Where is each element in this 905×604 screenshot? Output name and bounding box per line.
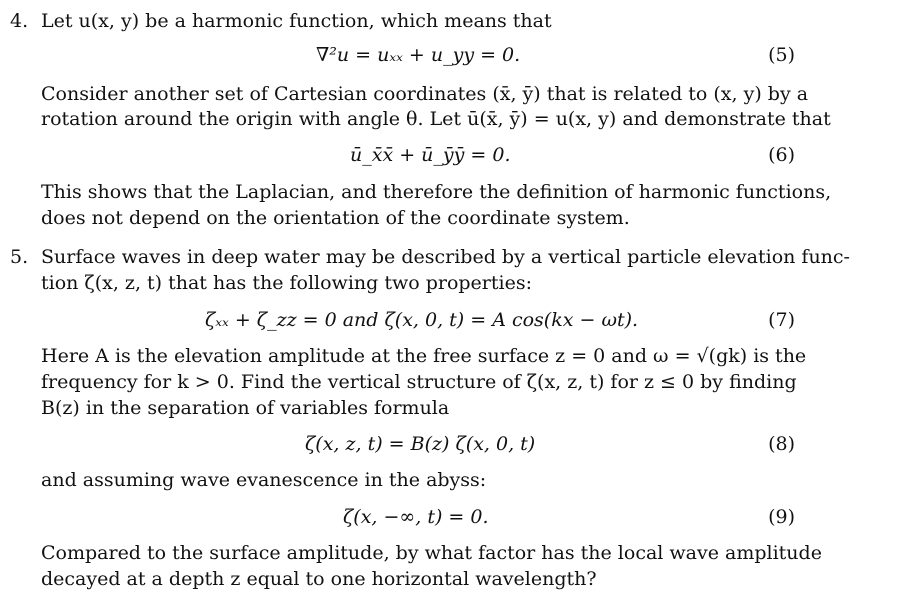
equation-5-label: (5) bbox=[768, 44, 795, 66]
equation-9-label: (9) bbox=[768, 506, 795, 528]
equation-6-label: (6) bbox=[768, 144, 795, 166]
problem-4-paragraph-2-line-2: does not depend on the orientation of the coordinate system. bbox=[41, 207, 630, 229]
problem-4-paragraph-2-line-1: This shows that the Laplacian, and therefore the definition of harmonic functions, bbox=[41, 181, 832, 203]
equation-9: ζ(x, −∞, t) = 0. bbox=[343, 506, 489, 528]
problem-4-paragraph-1-line-2: rotation around the origin with angle θ. Let ū(x̄, ȳ) = u(x, y) and demonstrate that bbox=[41, 108, 831, 130]
problem-5-paragraph-1-line-2: frequency for k > 0. Find the vertical structure of ζ(x, z, t) for z ≤ 0 by finding bbox=[41, 371, 797, 393]
equation-7-label: (7) bbox=[768, 309, 795, 331]
problem-5-paragraph-2: and assuming wave evanescence in the abyss: bbox=[41, 469, 487, 491]
problem-5-paragraph-1-line-1: Here A is the elevation amplitude at the free surface z = 0 and ω = √(gk) is the bbox=[41, 345, 807, 367]
equation-5: ∇²u = uₓₓ + u_yy = 0. bbox=[316, 44, 521, 66]
equation-7: ζₓₓ + ζ_zz = 0 and ζ(x, 0, t) = A cos(kx − ωt). bbox=[205, 309, 639, 331]
problem-5-question-line-2: decayed at a depth z equal to one horizontal wavelength? bbox=[41, 568, 597, 590]
problem-5-paragraph-1-line-3: B(z) in the separation of variables formula bbox=[41, 397, 450, 419]
problem-4-intro: Let u(x, y) be a harmonic function, which means that bbox=[41, 10, 552, 32]
equation-6: ū_x̄x̄ + ū_ȳȳ = 0. bbox=[350, 144, 511, 166]
problem-5-intro-line-1: Surface waves in deep water may be described by a vertical particle elevation func- bbox=[41, 246, 850, 268]
problem-4-number: 4. bbox=[10, 10, 29, 32]
equation-8: ζ(x, z, t) = B(z) ζ(x, 0, t) bbox=[305, 433, 536, 455]
problem-5-question-line-1: Compared to the surface amplitude, by what factor has the local wave amplitude bbox=[41, 542, 822, 564]
equation-8-label: (8) bbox=[768, 433, 795, 455]
problem-5-intro-line-2: tion ζ(x, z, t) that has the following two properties: bbox=[41, 272, 532, 294]
problem-4-paragraph-1-line-1: Consider another set of Cartesian coordinates (x̄, ȳ) that is related to (x, y) by a bbox=[41, 83, 809, 105]
problem-5-number: 5. bbox=[10, 246, 29, 268]
